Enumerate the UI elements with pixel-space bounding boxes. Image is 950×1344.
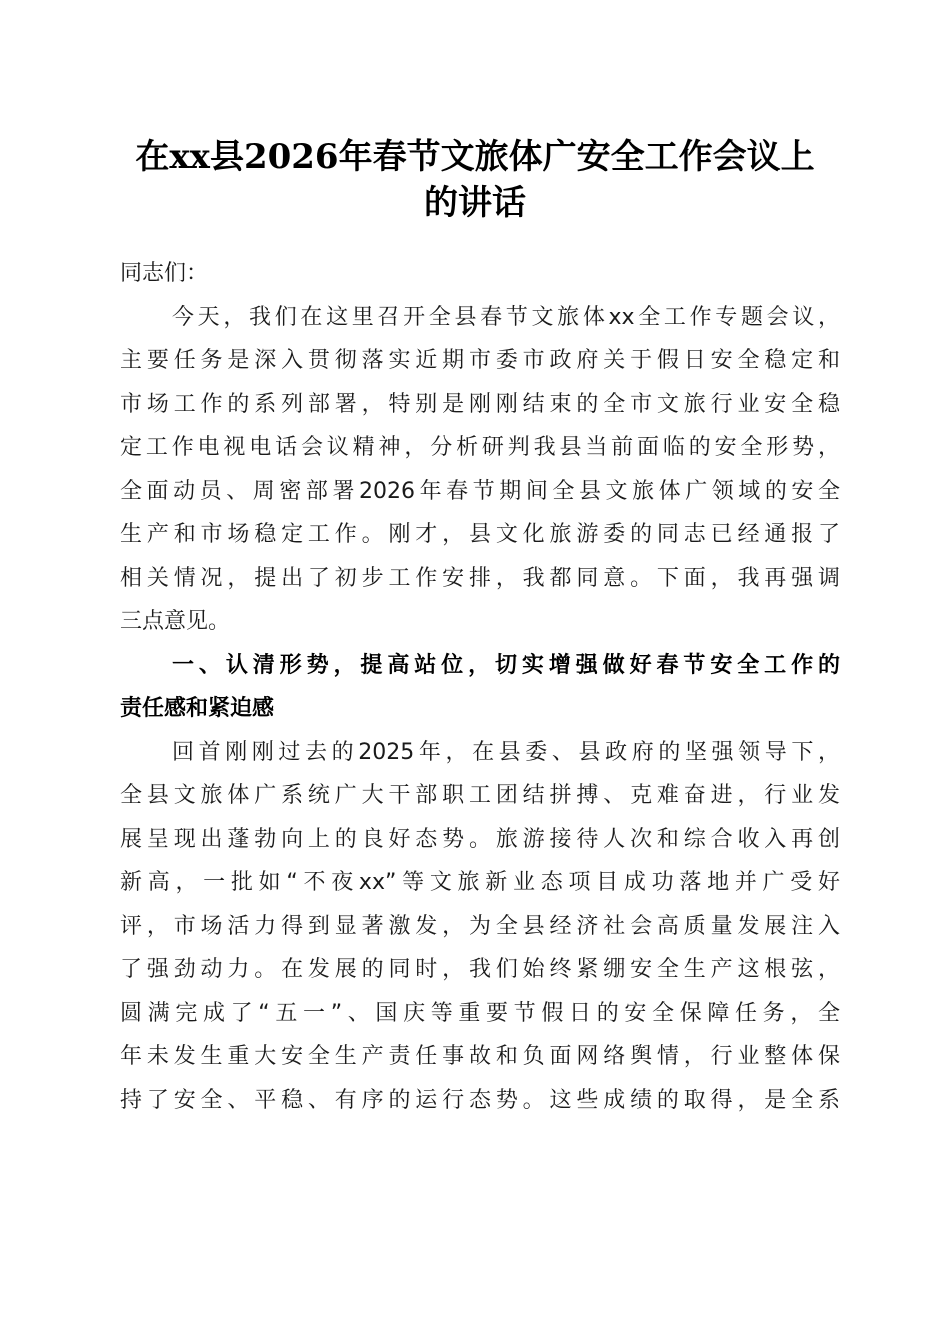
paragraph-line: 持了安全、平稳、有序的运行态势。这些成绩的取得，是全系 [120, 1087, 840, 1113]
paragraph-line: 全面动员、周密部署2026年春节期间全县文旅体广领域的安全 [120, 478, 840, 504]
section-heading-1 [120, 644, 840, 731]
document-title [100, 134, 850, 226]
paragraph-line: 主要任务是深入贯彻落实近期市委市政府关于假日安全稳定和 [120, 348, 840, 373]
heading-line: 责任感和紧迫感 [120, 696, 275, 721]
paragraph-1 [120, 296, 840, 644]
paragraph-line: 生产和市场稳定工作。刚才，县文化旅游委的同志已经通报了 [120, 522, 840, 547]
heading-line: 一、认清形势，提高站位，切实增强做好春节安全工作的 [172, 652, 840, 678]
paragraph-line: 市场工作的系列部署，特别是刚刚结束的全市文旅行业安全稳 [120, 391, 840, 417]
paragraph-2 [120, 731, 840, 1123]
paragraph-line: 评，市场活力得到显著激发，为全县经济社会高质量发展注入 [120, 913, 840, 939]
title-line-1: 在xx县2026年春节文旅体广安全工作会议上 [135, 137, 815, 177]
paragraph-line: 展呈现出蓬勃向上的良好态势。旅游接待人次和综合收入再创 [120, 826, 840, 852]
paragraph-line: 圆满完成了“五一”、国庆等重要节假日的安全保障任务，全 [120, 1000, 840, 1026]
document-body [120, 252, 840, 1122]
paragraph-line: 三点意见。 [120, 609, 231, 634]
paragraph-line: 年未发生重大安全生产责任事故和负面网络舆情，行业整体保 [120, 1044, 840, 1069]
paragraph-line: 了强劲动力。在发展的同时，我们始终紧绷安全生产这根弦， [120, 957, 840, 982]
paragraph-line: 今天，我们在这里召开全县春节文旅体xx全工作专题会议， [172, 304, 840, 330]
paragraph-line: 定工作电视电话会议精神，分析研判我县当前面临的安全形势， [120, 435, 840, 460]
paragraph-line: 回首刚刚过去的2025年，在县委、县政府的坚强领导下， [172, 739, 840, 765]
paragraph-line: 新高，一批如“不夜xx”等文旅新业态项目成功落地并广受好 [120, 870, 840, 895]
paragraph-line: 相关情况，提出了初步工作安排，我都同意。下面，我再强调 [120, 565, 840, 591]
paragraph-line: 全县文旅体广系统广大干部职工团结拼搏、克难奋进，行业发 [120, 783, 840, 808]
salutation: 同志们： [120, 261, 209, 286]
title-line-2: 的讲话 [424, 183, 526, 223]
